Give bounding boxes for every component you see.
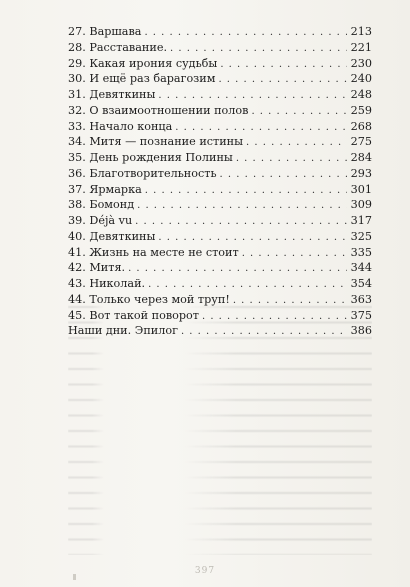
toc-entry-title: 38. Бомонд [68,198,135,212]
toc-entry-page: 363 [350,292,372,306]
toc-leader-dots [218,72,347,88]
toc-entry [68,292,372,308]
toc-entry [68,245,372,261]
toc-leader-dots [251,104,347,120]
toc-leader-dots [137,198,347,214]
toc-leader-dots [236,151,347,167]
toc-entry-page: 301 [350,182,372,196]
toc-entry-page: 240 [350,72,372,86]
toc-entry [68,103,372,119]
toc-entry [68,119,372,135]
toc-entry [68,56,372,72]
toc-entry-page: 248 [350,88,372,101]
toc-leader-dots [158,88,347,104]
toc-entry-title: 30. И ещё раз барагозим [68,72,216,86]
toc-entry [68,182,372,198]
toc-entry-title: 27. Варшава [68,25,142,38]
toc-entry-page: 309 [350,198,372,212]
toc-entry-title: 42. Митя. [68,261,126,275]
toc-entry-title: 41. Жизнь на месте не стоит [68,245,239,259]
toc-entry [68,150,372,166]
toc-entry [68,213,372,229]
toc-entry-page: 293 [350,166,372,180]
toc-entry [68,276,372,292]
toc-leader-dots [170,41,347,57]
toc-leader-dots [158,230,347,246]
toc-entry-title: 45. Вот такой поворот [68,308,199,322]
toc-entry-title: 43. Николай. [68,277,146,290]
toc-entry-title: 37. Ярмарка [68,182,142,196]
toc-entry-title: 28. Расставание. [68,40,167,54]
toc-entry-page: 284 [350,151,372,164]
toc-entry-page: 317 [350,214,372,227]
toc-leader-dots [181,324,347,340]
table-of-contents [68,24,372,339]
toc-entry [68,40,372,56]
toc-entry-title: 36. Благотворительность [68,166,217,180]
toc-leader-dots [145,183,347,199]
toc-entry [68,323,372,339]
toc-entry-page: 221 [350,40,372,54]
toc-leader-dots [148,277,347,293]
toc-entry [68,166,372,182]
toc-entry-title: Наши дни. Эпилог [68,324,178,338]
toc-entry-title: 29. Какая ирония судьбы [68,56,218,70]
toc-leader-dots [135,214,347,230]
toc-leader-dots [246,135,347,151]
toc-leader-dots [220,167,347,183]
toc-entry [68,24,372,40]
toc-leader-dots [220,57,347,73]
toc-entry-page: 386 [350,324,372,338]
toc-entry-page: 213 [350,25,372,38]
toc-entry-title: 32. О взаимоотношении полов [68,103,249,117]
toc-entry-page: 335 [350,245,372,259]
toc-leader-dots [202,309,347,325]
toc-entry-title: 31. Девяткины [68,88,156,101]
toc-entry-title: 35. День рождения Полины [68,151,233,164]
toc-entry-page: 344 [350,261,372,275]
toc-entry [68,71,372,87]
toc-entry-page: 275 [350,135,372,149]
toc-entry [68,229,372,245]
toc-entry-title: 44. Только через мой труп! [68,292,230,306]
toc-leader-dots [233,293,347,309]
toc-entry [68,87,372,103]
toc-entry [68,197,372,213]
toc-entry [68,260,372,276]
toc-leader-dots [128,261,347,277]
toc-leader-dots [242,246,347,262]
toc-leader-dots [175,120,347,136]
toc-entry-title: 39. Déjà vu [68,214,133,227]
toc-entry-title: 33. Начало конца [68,119,173,133]
page-number: 397 [194,566,216,576]
toc-leader-dots [144,25,347,41]
toc-entry-page: 230 [350,56,372,70]
toc-entry [68,134,372,150]
toc-entry [68,308,372,324]
toc-entry-page: 259 [350,103,372,117]
toc-entry-title: 34. Митя — познание истины [68,135,244,149]
toc-entry-page: 375 [350,308,372,322]
toc-entry-page: 354 [350,277,372,290]
page-edge-mark [73,574,76,580]
toc-entry-page: 325 [350,229,372,243]
toc-entry-title: 40. Девяткины [68,229,156,243]
toc-entry-page: 268 [350,119,372,133]
